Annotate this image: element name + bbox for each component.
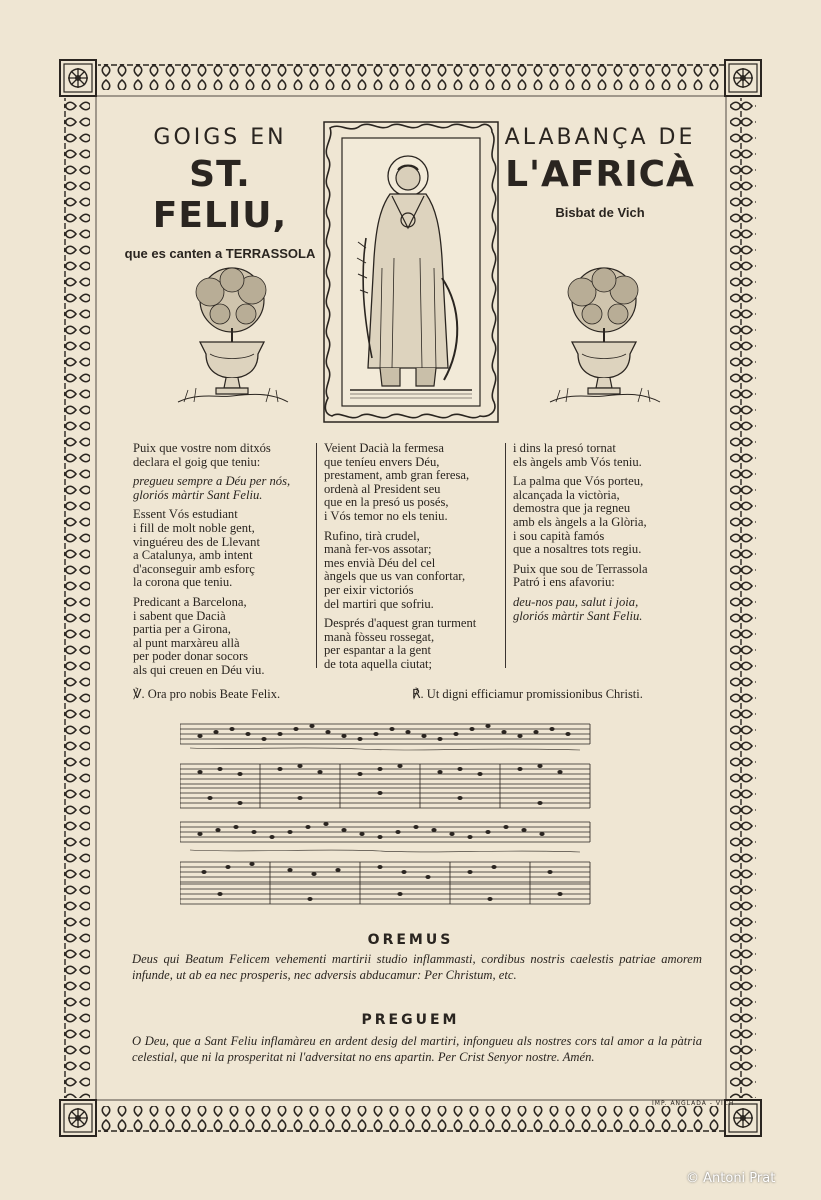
verse-line: Patró i ens afavoriu: bbox=[513, 575, 615, 590]
verse-line: manà fòsseu rossegat, bbox=[324, 629, 435, 644]
diocese-label: Bisbat de Vich bbox=[555, 205, 645, 220]
verse-line: que teníeu envers Déu, bbox=[324, 454, 440, 469]
verse-line: prestament, amb gran feresa, bbox=[324, 468, 470, 483]
musical-score bbox=[180, 712, 610, 908]
verse-line: als qui creuen en Déu viu. bbox=[133, 662, 265, 677]
verse-line: d'aconseguir amb esforç bbox=[133, 561, 255, 576]
verse-line: i fill de molt noble gent, bbox=[133, 520, 255, 535]
title-right-line2: L'AFRICÀ bbox=[505, 154, 695, 195]
response: ℟. Ut digni efficiamur promissionibus Christi. bbox=[412, 687, 643, 701]
verse-line: del martiri que sofriu. bbox=[324, 596, 434, 611]
verse-line: de tota aquella ciutat; bbox=[324, 656, 433, 671]
verse-line: per poder donar socors bbox=[133, 649, 249, 664]
preguem-prayer: O Deu, que a Sant Feliu inflamàreu en ardent desig del martiri, infongueu als nostres cors tal amor a la pàtria celestial, que ni la prosperitat ni l'adversitat no ens apartin. Per Crist Senyor nostre. Amén. bbox=[132, 1034, 702, 1064]
title-left-subtitle: que es canten a TERRASSOLA bbox=[124, 246, 316, 261]
verse-line: mes envià Déu del cel bbox=[324, 555, 436, 570]
verse-line: Rufino, tirà crudel, bbox=[324, 528, 420, 543]
verse-stanza bbox=[513, 563, 703, 590]
verse-stanza bbox=[513, 475, 703, 557]
verse-column-2 bbox=[324, 442, 504, 678]
verse-column-3 bbox=[513, 442, 703, 629]
verse-stanza bbox=[513, 442, 703, 469]
refrain-stanza bbox=[133, 475, 313, 502]
verse-line: els àngels amb Vós teniu. bbox=[513, 454, 642, 469]
title-right-line1: ALABANÇA DE bbox=[504, 125, 696, 150]
verse-line: per espantar a la gent bbox=[324, 643, 431, 658]
title-right bbox=[500, 125, 700, 220]
verse-stanza bbox=[324, 442, 504, 524]
verse-line: Puix que vostre nom ditxós bbox=[133, 441, 271, 455]
verse-line: que en la presó us posés, bbox=[324, 495, 449, 510]
saint-name: ST. FELIU, bbox=[152, 154, 288, 236]
verse-line: Predicant a Barcelona, bbox=[133, 594, 247, 609]
refrain-stanza bbox=[513, 596, 703, 623]
verse-line: La palma que Vós porteu, bbox=[513, 474, 644, 489]
verse-line: la corona que teniu. bbox=[133, 575, 233, 590]
verse-line: gloriós màrtir Sant Feliu. bbox=[513, 608, 643, 623]
verse-line: pregueu sempre a Déu per nós, bbox=[133, 474, 291, 489]
photo-credit: © Antoni Prat bbox=[686, 1171, 776, 1186]
verse-line: amb els àngels a la Glòria, bbox=[513, 514, 647, 529]
title-left bbox=[120, 125, 320, 261]
title-left-line1: GOIGS EN bbox=[153, 125, 287, 150]
saint-engraving bbox=[320, 118, 502, 426]
verse-stanza bbox=[324, 617, 504, 671]
verse-line: i Vós temor no els teniu. bbox=[324, 508, 448, 523]
verse-line: àngels que us van confortar, bbox=[324, 569, 466, 584]
verse-line: partia per a Girona, bbox=[133, 622, 231, 637]
verse-line: manà fer-vos assotar; bbox=[324, 542, 432, 557]
verse-line: declara el goig que teniu: bbox=[133, 454, 261, 469]
verse-line: i dins la presó tornat bbox=[513, 441, 616, 455]
verse-line: Veient Dacià la fermesa bbox=[324, 441, 444, 455]
verse-line: al punt marxàreu allà bbox=[133, 635, 240, 650]
verse-column-1 bbox=[133, 442, 313, 684]
verse-line: que a nosaltres tots regiu. bbox=[513, 542, 642, 557]
verse-line: deu-nos pau, salut i joia, bbox=[513, 594, 639, 609]
oremus-title: OREMUS bbox=[367, 932, 454, 948]
verse-line: vinguéreu des de Llevant bbox=[133, 534, 260, 549]
verse-line: ordenà al President seu bbox=[324, 481, 441, 496]
right-urn-engraving bbox=[542, 262, 666, 410]
verse-line: Puix que sou de Terrassola bbox=[513, 561, 648, 576]
verse-stanza bbox=[133, 596, 313, 678]
verse-line: alcançada la victòria, bbox=[513, 487, 620, 502]
printer-imprint: IMP. ANGLADA - VICH bbox=[652, 1100, 735, 1107]
verse-line: Després d'aquest gran turment bbox=[324, 616, 477, 631]
verse-line: per eixir victoriós bbox=[324, 582, 414, 597]
verse-line: i sabent que Dacià bbox=[133, 608, 226, 623]
verse-stanza bbox=[324, 530, 504, 612]
oremus-prayer: Deus qui Beatum Felicem vehementi martirii studio inflammasti, cordibus nostris caelestis patriae amorem infunde, ut ab ea nec prosperis, nec adversis abducamur: Per Christum, etc. bbox=[132, 952, 702, 982]
column-divider bbox=[505, 443, 506, 668]
verse-line: i sou capità famós bbox=[513, 528, 605, 543]
column-divider bbox=[316, 443, 317, 668]
verse-stanza bbox=[133, 442, 313, 469]
verse-line: gloriós màrtir Sant Feliu. bbox=[133, 487, 263, 502]
verse-line: demostra que ja regneu bbox=[513, 501, 631, 516]
verse-line: Essent Vós estudiant bbox=[133, 507, 238, 522]
preguem-title: PREGUEM bbox=[361, 1012, 460, 1028]
left-urn-engraving bbox=[170, 262, 294, 410]
verse-line: a Catalunya, amb intent bbox=[133, 548, 253, 563]
verse-stanza bbox=[133, 508, 313, 590]
versicle: ℣. Ora pro nobis Beate Felix. bbox=[133, 687, 281, 701]
